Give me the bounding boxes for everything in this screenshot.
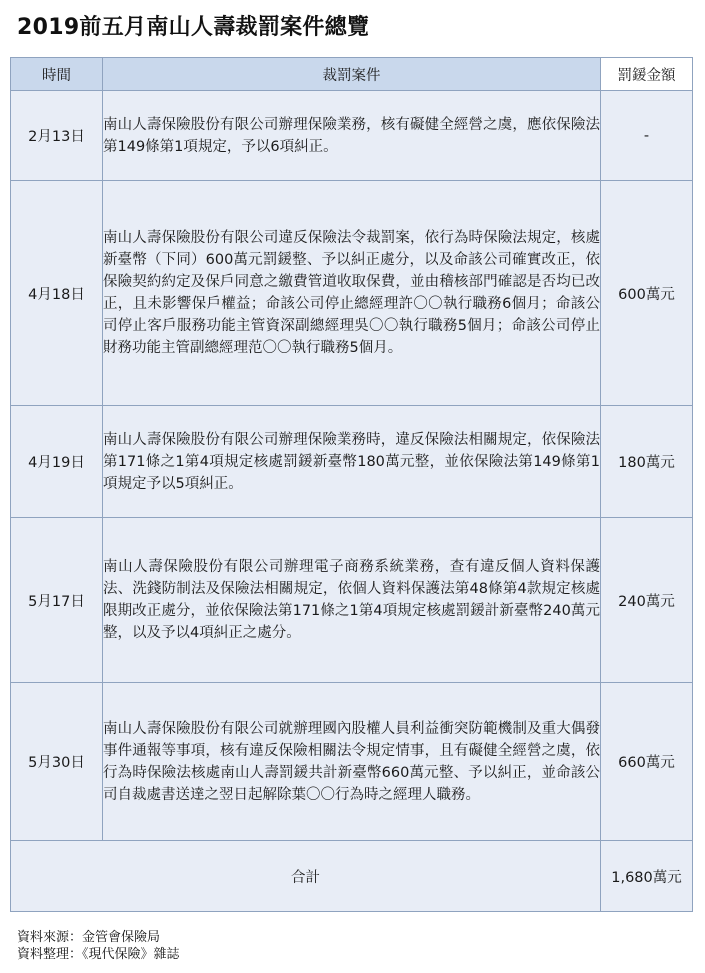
row-fine: - (601, 91, 693, 181)
table-row (11, 91, 693, 181)
row-date: 5月30日 (11, 683, 103, 841)
row-date: 4月19日 (11, 406, 103, 518)
total-label: 合計 (11, 841, 601, 912)
row-fine: 600萬元 (601, 181, 693, 406)
row-fine: 660萬元 (601, 683, 693, 841)
source-note: 資料來源：金管會保險局 (17, 930, 161, 945)
page-title: 2019前五月南山人壽裁罰案件總覽 (17, 15, 370, 40)
table-header-row (11, 58, 693, 91)
row-date: 4月18日 (11, 181, 103, 406)
row-case: 南山人壽保險股份有限公司辦理保險業務，核有礙健全經營之虞，應依保險法第149條第1項規定，予以6項糾正。 (103, 91, 601, 181)
total-row (11, 841, 693, 912)
header-case: 裁罰案件 (103, 58, 601, 91)
row-case: 南山人壽保險股份有限公司辦理電子商務系統業務，查有違反個人資料保護法、洗錢防制法及保險法相關規定，依個人資料保護法第48條第4款規定核處限期改正處分，並依保險法第171條之1第4項規定核處罰鍰計新臺幣240萬元整，以及予以4項糾正之處分。 (103, 518, 601, 683)
table-row (11, 406, 693, 518)
row-fine: 240萬元 (601, 518, 693, 683)
header-fine: 罰鍰金額 (601, 58, 693, 91)
compiled-by-note: 資料整理：《現代保險》雜誌 (17, 947, 180, 962)
row-date: 2月13日 (11, 91, 103, 181)
table-row (11, 683, 693, 841)
footer (17, 929, 180, 963)
row-fine: 180萬元 (601, 406, 693, 518)
penalty-table (10, 57, 693, 912)
row-case: 南山人壽保險股份有限公司辦理保險業務時，違反保險法相關規定，依保險法第171條之1第4項規定核處罰鍰新臺幣180萬元整，並依保險法第149條第1項規定予以5項糾正。 (103, 406, 601, 518)
row-case: 南山人壽保險股份有限公司就辦理國內股權人員利益衝突防範機制及重大偶發事件通報等事項，核有違反保險相關法令規定情事，且有礙健全經營之虞，依行為時保險法核處南山人壽罰鍰共計新臺幣660萬元整、予以糾正，並命該公司自裁處書送達之翌日起解除葉〇〇行為時之經理人職務。 (103, 683, 601, 841)
header-date: 時間 (11, 58, 103, 91)
total-value: 1,680萬元 (601, 841, 693, 912)
row-case: 南山人壽保險股份有限公司違反保險法令裁罰案，依行為時保險法規定，核處新臺幣（下同）600萬元罰鍰整、予以糾正處分，以及命該公司確實改正，依保險契約約定及保戶同意之繳費管道收取保費，並由稽核部門確認是否均已改正，且未影響保戶權益；命該公司停止總經理許〇〇執行職務6個月；命該公司停止客戶服務功能主管資深副總經理吳〇〇執行職務5個月；命該公司停止財務功能主管副總經理范〇〇執行職務5個月。 (103, 181, 601, 406)
row-date: 5月17日 (11, 518, 103, 683)
table-row (11, 518, 693, 683)
table-row (11, 181, 693, 406)
